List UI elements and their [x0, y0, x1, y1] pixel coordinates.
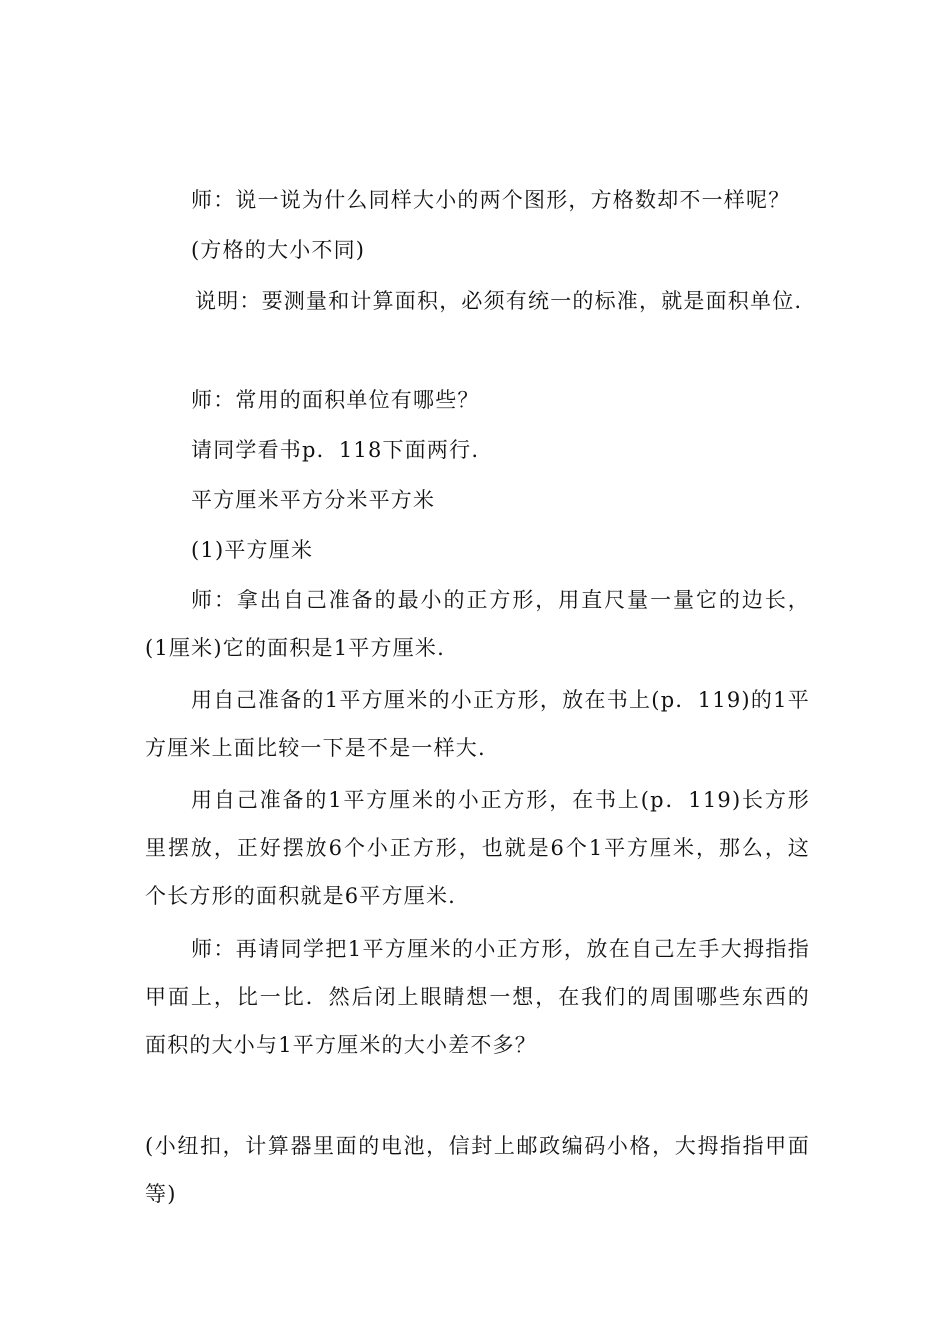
- paragraph-grid-size-answer: (方格的大小不同): [191, 238, 366, 262]
- paragraph-teacher-question-grid: 师：说一说为什么同样大小的两个图形，方格数却不一样呢？: [191, 188, 791, 212]
- paragraph-area-unit-explanation: 说明：要测量和计算面积，必须有统一的标准，就是面积单位.: [195, 289, 803, 313]
- paragraph-measure-square: 师：拿出自己准备的最小的正方形，用直尺量一量它的边长，(1厘米)它的面积是1平方厘米.: [145, 588, 810, 660]
- paragraph-teacher-question-units: 师：常用的面积单位有哪些？: [191, 388, 480, 412]
- paragraph-read-book: 请同学看书p．118下面两行.: [191, 438, 480, 462]
- paragraph-examples-answer: (小纽扣，计算器里面的电池，信封上邮政编码小格，大拇指指甲面等): [145, 1134, 810, 1206]
- paragraph-section-square-cm: (1)平方厘米: [191, 538, 314, 562]
- paragraph-unit-list: 平方厘米平方分米平方米: [191, 488, 436, 512]
- paragraph-rectangle-area: 用自己准备的1平方厘米的小正方形，在书上(p．119)长方形里摆放，正好摆放6个小正方形，也就是6个1平方厘米，那么，这个长方形的面积就是6平方厘米.: [145, 788, 810, 908]
- paragraph-thumbnail-compare: 师：再请同学把1平方厘米的小正方形，放在自己左手大拇指指甲面上，比一比．然后闭上眼睛想一想，在我们的周围哪些东西的面积的大小与1平方厘米的大小差不多？: [145, 937, 810, 1057]
- paragraph-compare-square: 用自己准备的1平方厘米的小正方形，放在书上(p．119)的1平方厘米上面比较一下是不是一样大.: [145, 688, 810, 760]
